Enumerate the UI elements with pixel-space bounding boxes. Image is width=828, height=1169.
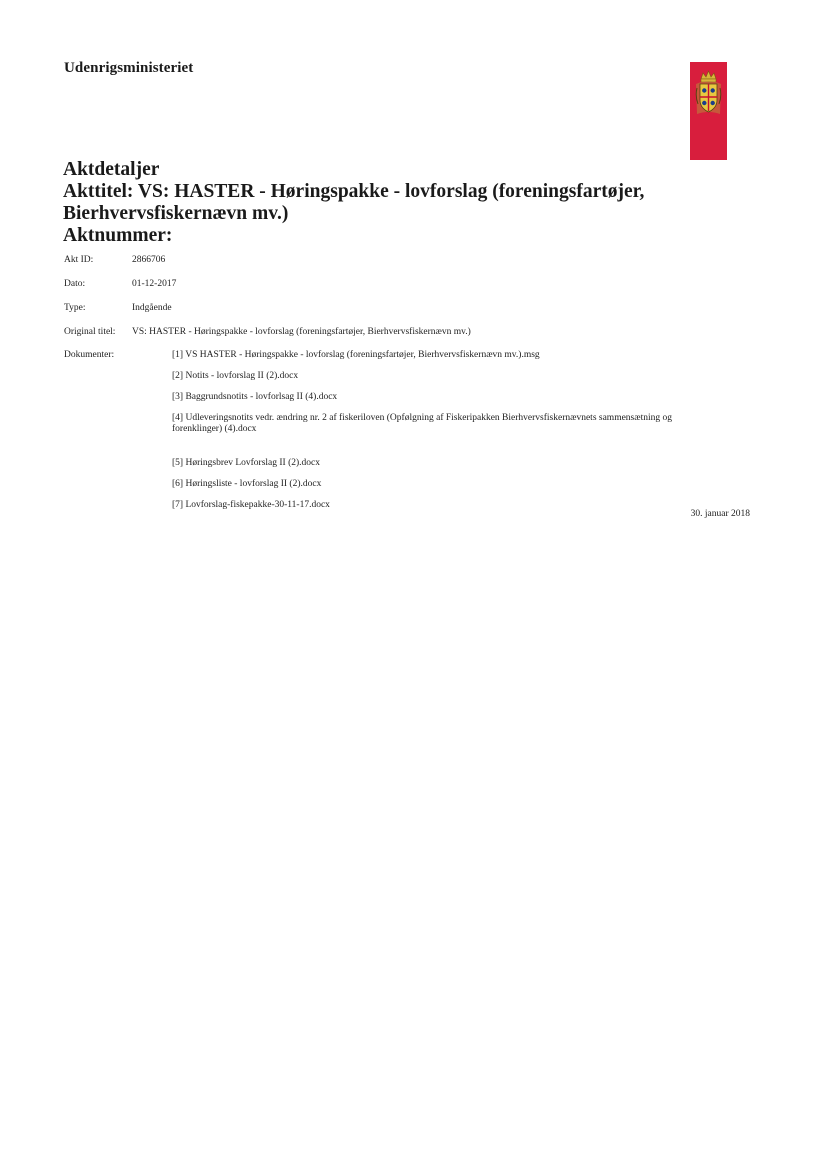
heading-aktnummer: Aktnummer: <box>63 225 173 246</box>
document-item-3: [3] Baggrundsnotits - lovforlsag II (4).docx <box>172 392 338 402</box>
type-label: Type: <box>64 303 86 313</box>
dato-label: Dato: <box>64 279 86 289</box>
crest-banner <box>690 62 727 160</box>
document-heading <box>63 159 703 247</box>
danish-royal-coat-of-arms-icon <box>695 70 722 116</box>
document-item-2: [2] Notits - lovforslag II (2).docx <box>172 371 299 381</box>
dato-value: 01-12-2017 <box>132 279 177 289</box>
type-value: Indgående <box>132 303 172 313</box>
original-titel-value: VS: HASTER - Høringspakke - lovforslag (foreningsfartøjer, Bierhvervsfiskernævn mv.) <box>132 327 471 337</box>
heading-akttitel-continued: Bierhvervsfiskernævn mv.) <box>63 203 289 224</box>
dokumenter-label: Dokumenter: <box>64 350 115 360</box>
akt-id-value: 2866706 <box>132 255 166 265</box>
original-titel-label: Original titel: <box>64 327 116 337</box>
document-item-1: [1] VS HASTER - Høringspakke - lovforslag (foreningsfartøjer, Bierhvervsfiskernævn mv.).msg <box>172 350 540 360</box>
document-item-6: [6] Høringsliste - lovforslag II (2).docx <box>172 479 322 489</box>
document-item-4: [4] Udleveringsnotits vedr. ændring nr. 2 af fiskeriloven (Opfølgning af Fiskeripakken Bierhvervsfiskernævnets sammensætning og forenklinger) (4).docx <box>172 413 672 434</box>
document-item-7: [7] Lovforslag-fiskepakke-30-11-17.docx <box>172 500 330 510</box>
heading-akttitel: Akttitel: VS: HASTER - Høringspakke - lovforslag (foreningsfartøjer, <box>63 181 645 202</box>
organization-name: Udenrigsministeriet <box>64 60 194 76</box>
document-date: 30. januar 2018 <box>690 509 750 519</box>
heading-aktdetaljer: Aktdetaljer <box>63 159 160 180</box>
document-item-5: [5] Høringsbrev Lovforslag II (2).docx <box>172 458 320 468</box>
akt-id-label: Akt ID: <box>64 255 94 265</box>
